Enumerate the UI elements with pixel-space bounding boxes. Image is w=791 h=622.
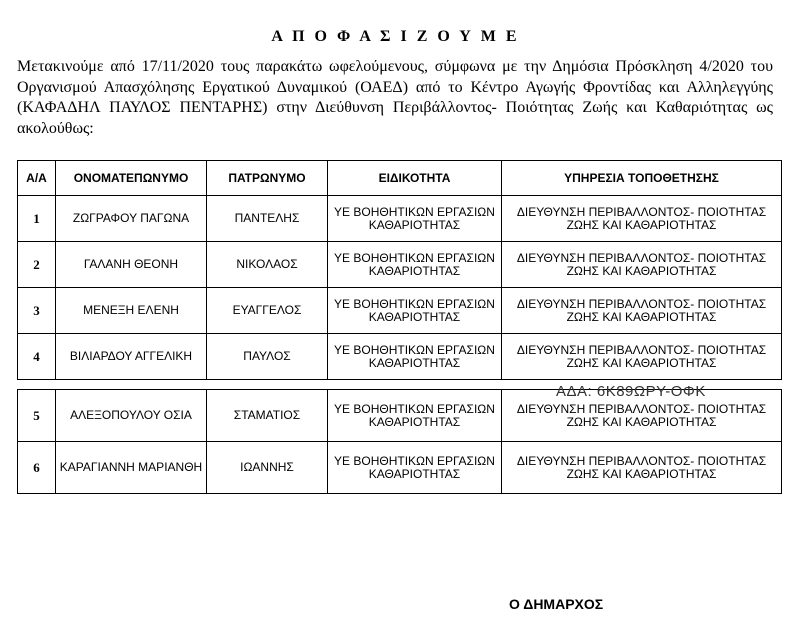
- row-fullname: ΑΛΕΞΟΠΟΥΛΟΥ ΟΣΙΑ: [56, 390, 207, 442]
- table-row: [18, 442, 782, 494]
- row-number: 4: [18, 334, 56, 380]
- row-father-name: ΙΩΑΝΝΗΣ: [207, 442, 328, 494]
- table-header-row: [18, 161, 782, 196]
- row-number: 6: [18, 442, 56, 494]
- row-father-name: ΝΙΚΟΛΑΟΣ: [207, 242, 328, 288]
- ada-stamp: ΑΔΑ: 6Κ89ΩΡΥ-ΟΦΚ: [556, 383, 706, 400]
- beneficiaries-table-continued: [17, 389, 782, 494]
- row-fullname: ΚΑΡΑΓΙΑΝΝΗ ΜΑΡΙΑΝΘΗ: [56, 442, 207, 494]
- header-service: ΥΠΗΡΕΣΙΑ ΤΟΠΟΘΕΤΗΣΗΣ: [502, 161, 782, 196]
- row-fullname: ΓΑΛΑΝΗ ΘΕΟΝΗ: [56, 242, 207, 288]
- row-father-name: ΕΥΑΓΓΕΛΟΣ: [207, 288, 328, 334]
- header-aa: Α/Α: [18, 161, 56, 196]
- row-service: ΔΙΕΥΘΥΝΣΗ ΠΕΡΙΒΑΛΛΟΝΤΟΣ- ΠΟΙΟΤΗΤΑΣ ΖΩΗΣ ΚΑΙ ΚΑΘΑΡΙΟΤΗΤΑΣ: [502, 442, 782, 494]
- row-service: ΔΙΕΥΘΥΝΣΗ ΠΕΡΙΒΑΛΛΟΝΤΟΣ- ΠΟΙΟΤΗΤΑΣ ΖΩΗΣ ΚΑΙ ΚΑΘΑΡΙΟΤΗΤΑΣ: [502, 390, 782, 442]
- table-row: [18, 196, 782, 242]
- row-service: ΔΙΕΥΘΥΝΣΗ ΠΕΡΙΒΑΛΛΟΝΤΟΣ- ΠΟΙΟΤΗΤΑΣ ΖΩΗΣ ΚΑΙ ΚΑΘΑΡΙΟΤΗΤΑΣ: [502, 242, 782, 288]
- row-fullname: ΒΙΛΙΑΡΔΟΥ ΑΓΓΕΛΙΚΗ: [56, 334, 207, 380]
- table-row: [18, 242, 782, 288]
- row-number: 5: [18, 390, 56, 442]
- header-father-name: ΠΑΤΡΩΝΥΜΟ: [207, 161, 328, 196]
- row-number: 3: [18, 288, 56, 334]
- row-father-name: ΠΑΥΛΟΣ: [207, 334, 328, 380]
- row-fullname: ΜΕΝΕΞΗ ΕΛΕΝΗ: [56, 288, 207, 334]
- table-row: [18, 288, 782, 334]
- header-fullname: ΟΝΟΜΑΤΕΠΩΝΥΜΟ: [56, 161, 207, 196]
- row-specialty: ΥΕ ΒΟΗΘΗΤΙΚΩΝ ΕΡΓΑΣΙΩΝ ΚΑΘΑΡΙΟΤΗΤΑΣ: [328, 288, 502, 334]
- row-specialty: ΥΕ ΒΟΗΘΗΤΙΚΩΝ ΕΡΓΑΣΙΩΝ ΚΑΘΑΡΙΟΤΗΤΑΣ: [328, 442, 502, 494]
- row-father-name: ΣΤΑΜΑΤΙΟΣ: [207, 390, 328, 442]
- row-service: ΔΙΕΥΘΥΝΣΗ ΠΕΡΙΒΑΛΛΟΝΤΟΣ- ΠΟΙΟΤΗΤΑΣ ΖΩΗΣ ΚΑΙ ΚΑΘΑΡΙΟΤΗΤΑΣ: [502, 334, 782, 380]
- document-heading: Α Π Ο Φ Α Σ Ι Ζ Ο Υ Μ Ε: [271, 28, 520, 45]
- row-fullname: ΖΩΓΡΑΦΟΥ ΠΑΓΩΝΑ: [56, 196, 207, 242]
- signature-title: Ο ΔΗΜΑΡΧΟΣ: [509, 596, 604, 612]
- row-number: 1: [18, 196, 56, 242]
- row-specialty: ΥΕ ΒΟΗΘΗΤΙΚΩΝ ΕΡΓΑΣΙΩΝ ΚΑΘΑΡΙΟΤΗΤΑΣ: [328, 242, 502, 288]
- row-specialty: ΥΕ ΒΟΗΘΗΤΙΚΩΝ ΕΡΓΑΣΙΩΝ ΚΑΘΑΡΙΟΤΗΤΑΣ: [328, 196, 502, 242]
- intro-paragraph: Μετακινούμε από 17/11/2020 τους παρακάτω ωφελούμενους, σύμφωνα με την Δημόσια Πρόσκληση 4/2020 του Οργανισμού Απασχόλησης Εργατικού Δυναμικού (ΟΑΕΔ) από το Κέντρο Αγωγής Φροντίδας και Αλληλεγγύης (ΚΑΦΑΔΗΛ ΠΑΥΛΟΣ ΠΕΝΤΑΡΗΣ) στην Διεύθυνση Περιβάλλοντος- Ποιότητας Ζωής και Καθαριότητας ως ακολούθως:: [17, 58, 773, 137]
- row-father-name: ΠΑΝΤΕΛΗΣ: [207, 196, 328, 242]
- row-service: ΔΙΕΥΘΥΝΣΗ ΠΕΡΙΒΑΛΛΟΝΤΟΣ- ΠΟΙΟΤΗΤΑΣ ΖΩΗΣ ΚΑΙ ΚΑΘΑΡΙΟΤΗΤΑΣ: [502, 196, 782, 242]
- table-row: [18, 334, 782, 380]
- row-specialty: ΥΕ ΒΟΗΘΗΤΙΚΩΝ ΕΡΓΑΣΙΩΝ ΚΑΘΑΡΙΟΤΗΤΑΣ: [328, 334, 502, 380]
- row-service: ΔΙΕΥΘΥΝΣΗ ΠΕΡΙΒΑΛΛΟΝΤΟΣ- ΠΟΙΟΤΗΤΑΣ ΖΩΗΣ ΚΑΙ ΚΑΘΑΡΙΟΤΗΤΑΣ: [502, 288, 782, 334]
- header-specialty: ΕΙΔΙΚΟΤΗΤΑ: [328, 161, 502, 196]
- row-specialty: ΥΕ ΒΟΗΘΗΤΙΚΩΝ ΕΡΓΑΣΙΩΝ ΚΑΘΑΡΙΟΤΗΤΑΣ: [328, 390, 502, 442]
- row-number: 2: [18, 242, 56, 288]
- beneficiaries-table: [17, 160, 782, 380]
